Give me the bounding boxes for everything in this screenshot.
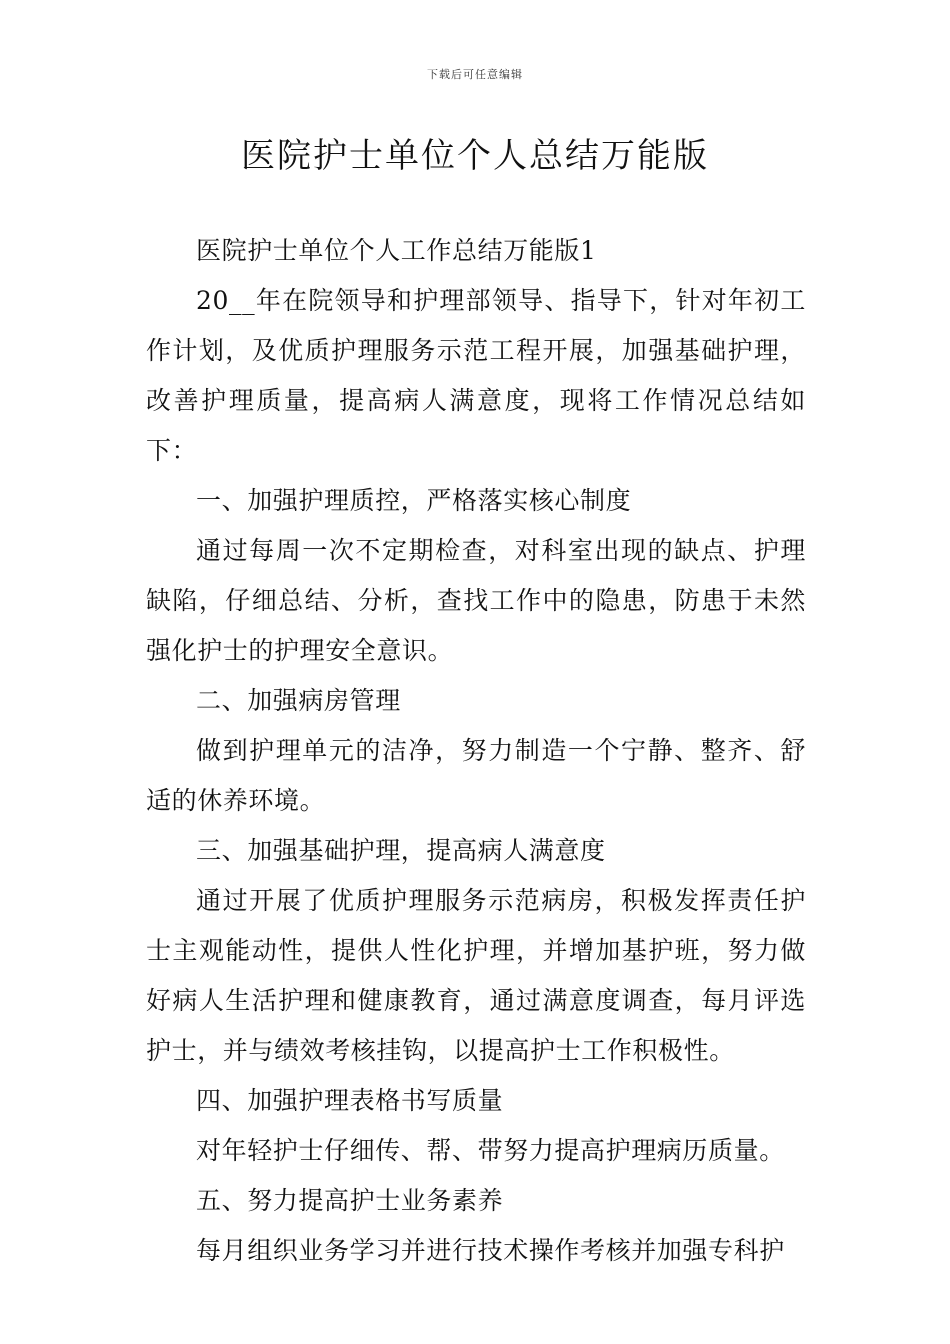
section-heading-1: 一、加强护理质控，严格落实核心制度 bbox=[196, 486, 632, 515]
paragraph-subtitle: 医院护士单位个人工作总结万能版1 bbox=[196, 236, 597, 265]
paragraph-section-4: 对年轻护士仔细传、帮、带努力提高护理病历质量。 bbox=[196, 1136, 785, 1165]
section-heading-4: 四、加强护理表格书写质量 bbox=[196, 1086, 504, 1115]
paragraph-section-1: 通过每周一次不定期检查，对科室出现的缺点、护理缺陷，仔细总结、分析，查找工作中的隐患，防患于未然强化护士的护理安全意识。 bbox=[146, 536, 806, 665]
section-heading-5: 五、努力提高护士业务素养 bbox=[196, 1186, 504, 1215]
section-heading-2: 二、加强病房管理 bbox=[196, 686, 401, 715]
paragraph-section-3: 通过开展了优质护理服务示范病房，积极发挥责任护士主观能动性，提供人性化护理，并增加基护班，努力做好病人生活护理和健康教育，通过满意度调查，每月评选护士，并与绩效考核挂钩，以提高护士工作积极性。 bbox=[146, 886, 806, 1065]
document-body bbox=[146, 226, 806, 1276]
paragraph-section-5: 每月组织业务学习并进行技术操作考核并加强专科护 bbox=[196, 1236, 785, 1265]
paragraph-section-2: 做到护理单元的洁净，努力制造一个宁静、整齐、舒适的休养环境。 bbox=[146, 736, 806, 815]
section-heading-3: 三、加强基础护理，提高病人满意度 bbox=[196, 836, 606, 865]
document-title: 医院护士单位个人总结万能版 bbox=[241, 136, 709, 176]
header-note: 下载后可任意编辑 bbox=[427, 68, 523, 81]
paragraph-intro: 20__年在院领导和护理部领导、指导下，针对年初工作计划，及优质护理服务示范工程开展，加强基础护理，改善护理质量，提高病人满意度，现将工作情况总结如下： bbox=[146, 286, 806, 465]
